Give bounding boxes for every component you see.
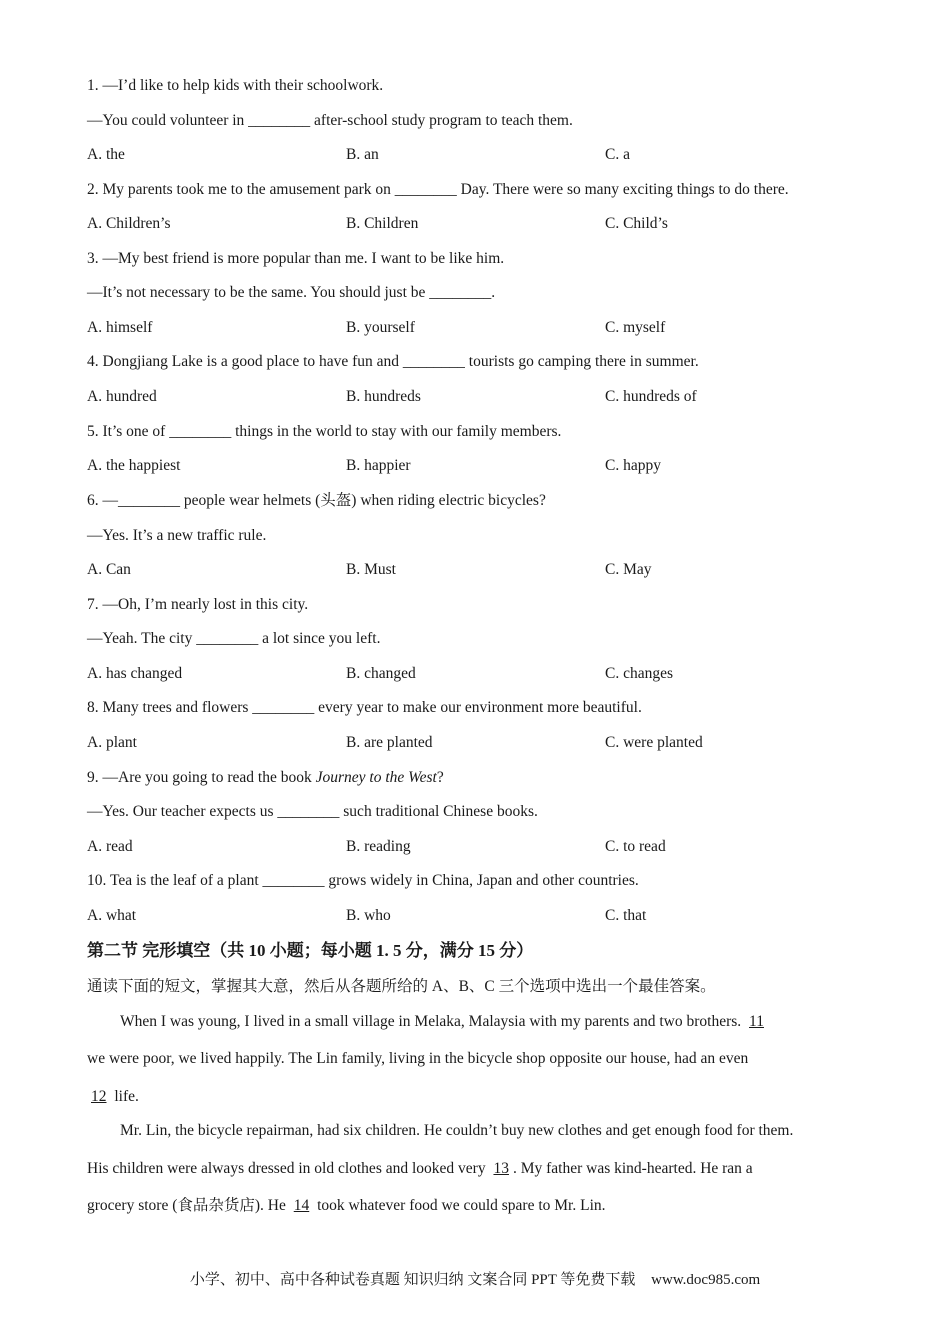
- cloze-blank-13: 13: [493, 1160, 509, 1177]
- book-title: Journey to the West: [315, 769, 437, 786]
- option-b: B. are planted: [346, 734, 433, 751]
- cloze-blank-11: 11: [749, 1013, 764, 1030]
- question-8-stem: 8. Many trees and flowers ________ every year to make our environment more beautiful.: [87, 699, 642, 716]
- passage-text: took whatever food we could spare to Mr. Lin.: [313, 1197, 606, 1214]
- passage-line-5: [87, 1159, 753, 1179]
- question-3-options: [87, 318, 867, 338]
- option-a: A. what: [87, 907, 137, 924]
- option-b: B. hundreds: [346, 388, 421, 405]
- passage-line-1: [120, 1012, 768, 1032]
- section-instruction: 通读下面的短文，掌握其大意，然后从各题所给的 A、B、C 三个选项中选出一个最佳答案。: [87, 978, 716, 995]
- option-a: A. the: [87, 146, 125, 163]
- passage-line-6: [87, 1196, 606, 1216]
- passage-text: When I was young, I lived in a small village in Melaka, Malaysia with my parents and two brothers.: [120, 1013, 746, 1030]
- question-7-stem: 7. —Oh, I’m nearly lost in this city.: [87, 596, 309, 613]
- question-7-response: —Yeah. The city ________ a lot since you left.: [87, 630, 381, 647]
- question-9-response: —Yes. Our teacher expects us ________ such traditional Chinese books.: [87, 803, 538, 820]
- question-9-stem-text: 9. —Are you going to read the book: [87, 769, 316, 786]
- question-9-options: [87, 837, 867, 857]
- footer-text: 小学、初中、高中各种试卷真题 知识归纳 文案合同 PPT 等免费下载: [189, 1272, 636, 1288]
- question-1-stem: 1. —I’d like to help kids with their schoolwork.: [87, 77, 384, 94]
- option-c: C. myself: [605, 319, 666, 336]
- option-b: B. changed: [346, 665, 416, 682]
- option-b: B. Children: [346, 215, 419, 232]
- option-c: C. a: [605, 146, 630, 163]
- option-a: A. Children’s: [87, 215, 171, 232]
- option-c: C. to read: [605, 838, 666, 855]
- cloze-blank-14: 14: [293, 1197, 310, 1214]
- question-9-stem: [87, 768, 444, 788]
- footer-url[interactable]: www.doc985.com: [651, 1272, 761, 1288]
- section-heading: 第二节 完形填空（共 10 小题；每小题 1. 5 分，满分 15 分）: [87, 941, 534, 960]
- question-5-options: [87, 456, 867, 476]
- option-c: C. changes: [605, 665, 674, 682]
- passage-text: . My father was kind-hearted. He ran a: [512, 1160, 753, 1177]
- question-8-options: [87, 733, 867, 753]
- page-footer: [0, 1270, 950, 1290]
- option-a: A. the happiest: [87, 457, 181, 474]
- option-a: A. has changed: [87, 665, 183, 682]
- question-6-response: —Yes. It’s a new traffic rule.: [87, 527, 267, 544]
- question-10-stem: 10. Tea is the leaf of a plant ________ grows widely in China, Japan and other countries.: [87, 872, 639, 889]
- question-5-stem: 5. It’s one of ________ things in the world to stay with our family members.: [87, 423, 562, 440]
- question-3-stem: 3. —My best friend is more popular than me. I want to be like him.: [87, 250, 505, 267]
- question-4-options: [87, 387, 867, 407]
- passage-text: His children were always dressed in old clothes and looked very: [87, 1160, 490, 1177]
- question-1-options: [87, 145, 867, 165]
- option-b: B. who: [346, 907, 391, 924]
- question-1-response: —You could volunteer in ________ after-school study program to teach them.: [87, 112, 573, 129]
- passage-line-2: we were poor, we lived happily. The Lin family, living in the bicycle shop opposite our house, had an even: [87, 1050, 749, 1067]
- option-a: A. himself: [87, 319, 153, 336]
- passage-text: life.: [110, 1088, 139, 1105]
- option-a: A. hundred: [87, 388, 157, 405]
- question-7-options: [87, 664, 867, 684]
- option-c: C. hundreds of: [605, 388, 697, 405]
- option-b: B. Must: [346, 561, 396, 578]
- question-6-options: [87, 560, 867, 580]
- option-a: A. plant: [87, 734, 137, 751]
- question-2-stem: 2. My parents took me to the amusement park on ________ Day. There were so many exciting things to do there.: [87, 181, 789, 198]
- passage-text: grocery store (食品杂货店). He: [87, 1197, 290, 1214]
- option-c: C. Child’s: [605, 215, 668, 232]
- option-a: A. Can: [87, 561, 131, 578]
- passage-line-3: [87, 1087, 139, 1107]
- question-4-stem: 4. Dongjiang Lake is a good place to have fun and ________ tourists go camping there in summer.: [87, 353, 699, 370]
- option-b: B. happier: [346, 457, 411, 474]
- option-a: A. read: [87, 838, 133, 855]
- option-c: C. were planted: [605, 734, 703, 751]
- option-c: C. happy: [605, 457, 661, 474]
- question-6-stem: 6. —________ people wear helmets (头盔) when riding electric bicycles?: [87, 492, 546, 509]
- question-2-options: [87, 214, 867, 234]
- option-c: C. that: [605, 907, 647, 924]
- option-c: C. May: [605, 561, 652, 578]
- option-b: B. reading: [346, 838, 411, 855]
- option-b: B. yourself: [346, 319, 415, 336]
- cloze-blank-12: 12: [91, 1088, 107, 1105]
- question-10-options: [87, 906, 867, 926]
- question-3-response: —It’s not necessary to be the same. You should just be ________.: [87, 284, 496, 301]
- question-mark: ?: [436, 769, 444, 786]
- passage-line-4: Mr. Lin, the bicycle repairman, had six children. He couldn’t buy new clothes and get enough food for them.: [120, 1122, 794, 1139]
- option-b: B. an: [346, 146, 379, 163]
